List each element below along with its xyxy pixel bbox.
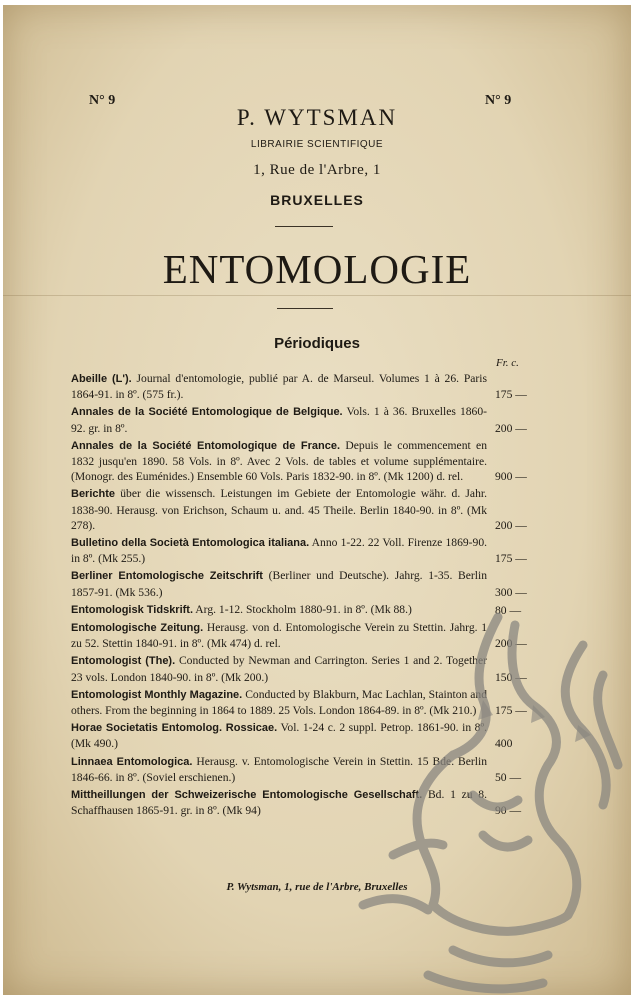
entry-description: (Berliner und Deutsche). Jahrg. 1-35. Berlin 1857-91. (Mk 536.) — [71, 569, 487, 599]
entry-price: 50 — — [495, 770, 522, 784]
issue-number-right: N° 9 — [485, 93, 512, 108]
entry-name: Abeille (L'). — [71, 373, 132, 385]
catalogue-page — [3, 5, 631, 995]
entry-price: 400 — [495, 737, 513, 751]
fold-line — [3, 295, 631, 296]
entry-price: 90 — — [495, 804, 522, 818]
list-item — [71, 535, 527, 566]
entry-price: 150 — — [495, 670, 527, 684]
section-heading: Périodiques — [274, 335, 360, 352]
entry-description: Vols. 1 à 36. Bruxelles 1860-92. gr. in 8º. — [71, 405, 487, 435]
issue-number-left: N° 9 — [89, 93, 116, 108]
entry-description: Bd. 1 zu 8. Schaffhausen 1865-91. gr. in 8º. (Mk 94) — [71, 788, 487, 818]
entry-name: Entomologisk Tidskrift. — [71, 603, 194, 616]
entry-description: Vol. 1-24 c. 2 suppl. Petrop. 1861-90. in 8º. (Mk 490.) — [71, 721, 487, 751]
entry-price: 900 — — [495, 470, 527, 484]
divider-rule-middle — [277, 308, 333, 309]
entry-description: über die wissensch. Leistungen im Gebiete der Entomologie währ. d. Jahr. 1838-90. Herausg. von Erichson, Schaum u. and. 45 Theile. Berlin 1840-90. in 8º. (Mk 278). — [71, 487, 487, 532]
publisher-address: 1, Rue de l'Arbre, 1 — [253, 162, 381, 178]
entry-price: 175 — — [495, 388, 527, 402]
page-title: ENTOMOLOGIE — [162, 246, 472, 292]
entry-price: 200 — — [495, 518, 527, 532]
entry-name: Entomologist Monthly Magazine. — [71, 688, 243, 701]
entry-name: Mittheillungen der Schweizerische Entomologische Gesellschaft. — [71, 789, 423, 802]
entry-name: Berliner Entomologische Zeitschrift — [71, 570, 263, 583]
entry-name: Entomologist (The). — [71, 655, 176, 668]
publisher-subtitle: LIBRAIRIE SCIENTIFIQUE — [250, 139, 384, 150]
publisher-name: P. WYTSMAN — [236, 105, 398, 130]
entry-price: 175 — — [495, 704, 527, 718]
publisher-city: BRUXELLES — [270, 192, 364, 208]
entry-description: Journal d'entomologie, publié par A. de Marseul. Volumes 1 à 26. Paris 1864-91. in 8º. (575 fr.). — [71, 372, 488, 402]
price-units-header: Fr. c. — [496, 357, 519, 369]
entry-name: Entomologische Zeitung. — [71, 622, 204, 635]
entry-description: Herausg. von d. Entomologische Verein zu Stettin. Jahrg. 1 zu 52. Stettin 1840-91. in 8º. (Mk 474) d. rel. — [71, 621, 487, 651]
entry-price: 80 — — [495, 603, 522, 617]
entry-description: Arg. 1-12. Stockholm 1880-91. in 8º. (Mk 88.) — [195, 602, 412, 616]
entry-name: Annales de la Société Entomologique de Belgique. — [71, 406, 343, 419]
entry-price: 175 — — [495, 552, 527, 566]
entry-name: Linnaea Entomologica. — [71, 755, 193, 768]
entry-name: Horae Societatis Entomolog. Rossicae. — [71, 722, 278, 735]
entry-name: Berichte — [71, 488, 116, 501]
entry-description: Depuis le commencement en 1832 jusqu'en 1890. 58 Vols. in 8º. Avec 2 Vols. de tables et volume supplémentaire. (Monogr. des Euménides.) Ensemble 60 Vols. Paris 1832-90. in 8º. (Mk 1200) d. rel. — [71, 438, 488, 484]
footer-imprint: P. Wytsman, 1, rue de l'Arbre, Bruxelles — [226, 881, 408, 893]
entry-description: Conducted by Blakburn, Mac Lachlan, Stainton and others. From the beginning in 1864 to 1889. 25 Vols. London 1864-89. in 8º. (Mk 210.) — [71, 687, 488, 718]
entry-price: 300 — — [495, 585, 527, 599]
divider-rule-top — [275, 226, 333, 227]
list-item — [71, 404, 527, 435]
entry-price: 200 — — [495, 637, 527, 651]
list-item — [71, 568, 527, 599]
list-item — [71, 371, 527, 402]
eagle-stamp-icon — [333, 605, 633, 995]
entry-name: Annales de la Société Entomologique de France. — [71, 439, 341, 452]
list-item — [71, 438, 527, 485]
entry-description: Conducted by Newman and Carrington. Series 1 and 2. Together 23 vols. London 1840-90. in 8º. (Mk 200.) — [71, 654, 487, 684]
list-item — [71, 486, 527, 533]
entry-description: Herausg. v. Entomologische Verein in Stettin. 15 Bde. Berlin 1846-66. in 8º. (Soviel erschienen.) — [71, 754, 487, 784]
entry-price: 200 — — [495, 421, 527, 435]
entry-name: Bulletino della Società Entomologica italiana. — [71, 537, 310, 550]
entry-description: Anno 1-22. 22 Voll. Firenze 1869-90. in 8º. (Mk 255.) — [71, 536, 488, 566]
